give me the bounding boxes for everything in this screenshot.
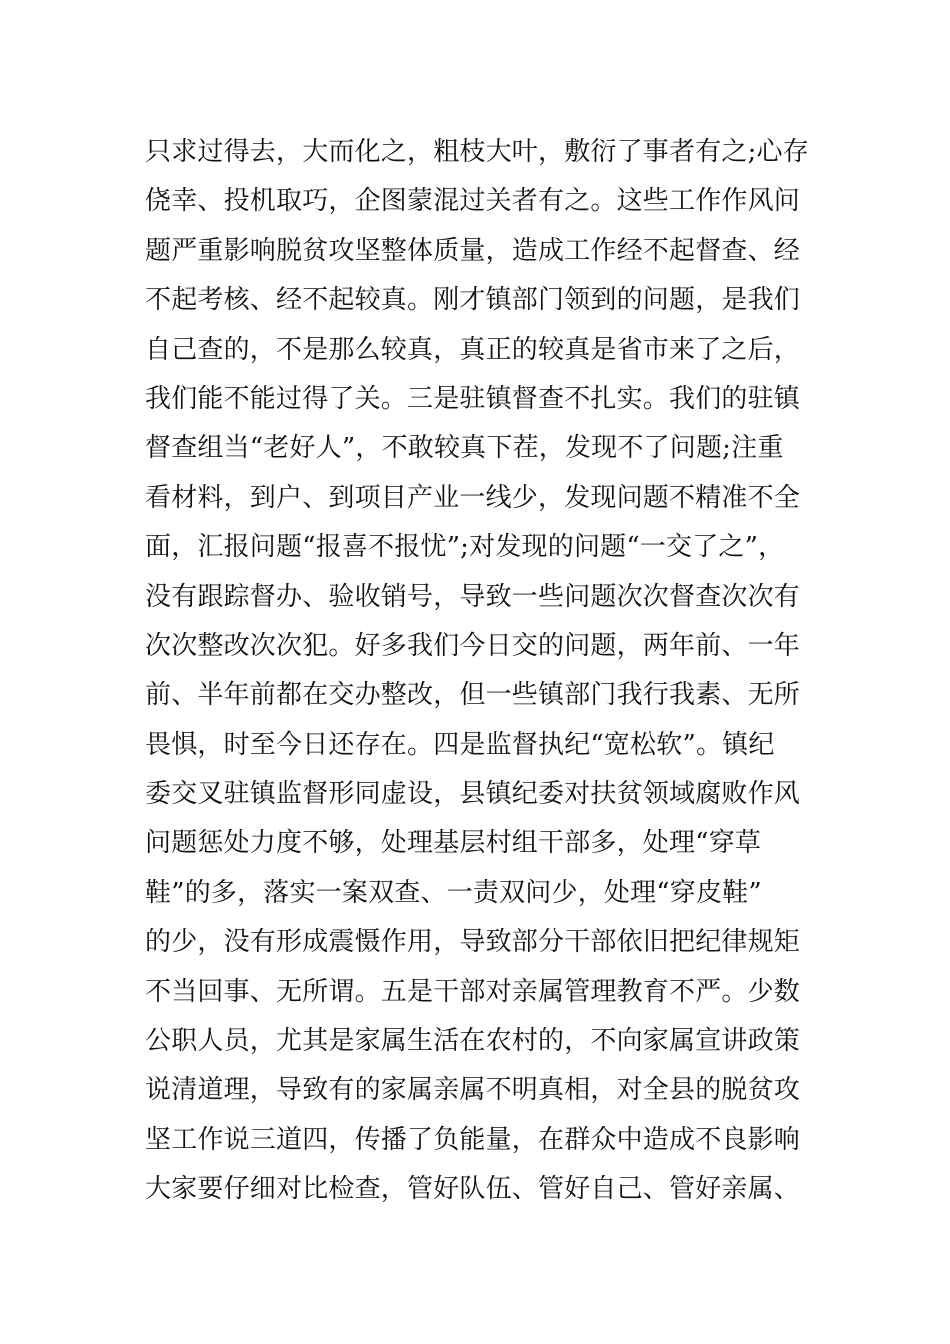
text-line-21: 坚工作说三道四，传播了负能量，在群众中造成不良影响 — [145, 1124, 801, 1155]
text-line-11: 次次整改次次犯。好多我们今日交的问题，两年前、一年 — [145, 630, 801, 661]
text-line-4: 不起考核、经不起较真。刚才镇部门领到的问题，是我们 — [145, 285, 801, 316]
text-line-17: 的少，没有形成震慑作用，导致部分干部依旧把纪律规矩 — [145, 927, 801, 958]
body-text — [145, 128, 845, 1215]
text-line-18: 不当回事、无所谓。五是干部对亲属管理教育不严。少数 — [145, 976, 801, 1007]
text-line-12: 前、半年前都在交办整改，但一些镇部门我行我素、无所 — [145, 680, 801, 711]
text-line-14: 委交叉驻镇监督形同虚设，县镇纪委对扶贫领域腐败作风 — [145, 779, 801, 810]
text-line-19: 公职人员，尤其是家属生活在农村的，不向家属宣讲政策 — [145, 1026, 801, 1057]
text-line-5: 自己查的，不是那么较真，真正的较真是省市来了之后， — [145, 334, 801, 365]
text-line-1: 只求过得去，大而化之，粗枝大叶，敷衍了事者有之;心存 — [145, 137, 809, 167]
text-line-13: 畏惧，时至今日还存在。四是监督执纪“宽松软”。镇纪 — [145, 729, 775, 760]
text-line-15: 问题惩处力度不够，处理基层村组干部多，处理“穿草 — [145, 828, 762, 859]
text-line-20: 说清道理，导致有的家属亲属不明真相，对全县的脱贫攻 — [145, 1075, 801, 1106]
text-line-7: 督查组当“老好人”，不敢较真下茬，发现不了问题;注重 — [145, 433, 784, 464]
text-line-3: 题严重影响脱贫攻坚整体质量，造成工作经不起督查、经 — [145, 235, 801, 266]
text-line-22: 大家要仔细对比检查，管好队伍、管好自己、管好亲属、 — [145, 1174, 801, 1205]
text-line-9: 面，汇报问题“报喜不报忧”;对发现的问题“一交了之”， — [145, 532, 785, 563]
text-line-16: 鞋”的多，落实一案双查、一责双问少，处理“穿皮鞋” — [145, 877, 762, 908]
text-line-10: 没有跟踪督办、验收销号，导致一些问题次次督查次次有 — [145, 581, 801, 612]
text-line-6: 我们能不能过得了关。三是驻镇督查不扎实。我们的驻镇 — [145, 383, 801, 414]
text-line-2: 侥幸、投机取巧，企图蒙混过关者有之。这些工作作风问 — [145, 186, 801, 217]
text-line-8: 看材料，到户、到项目产业一线少，发现问题不精准不全 — [145, 482, 801, 513]
